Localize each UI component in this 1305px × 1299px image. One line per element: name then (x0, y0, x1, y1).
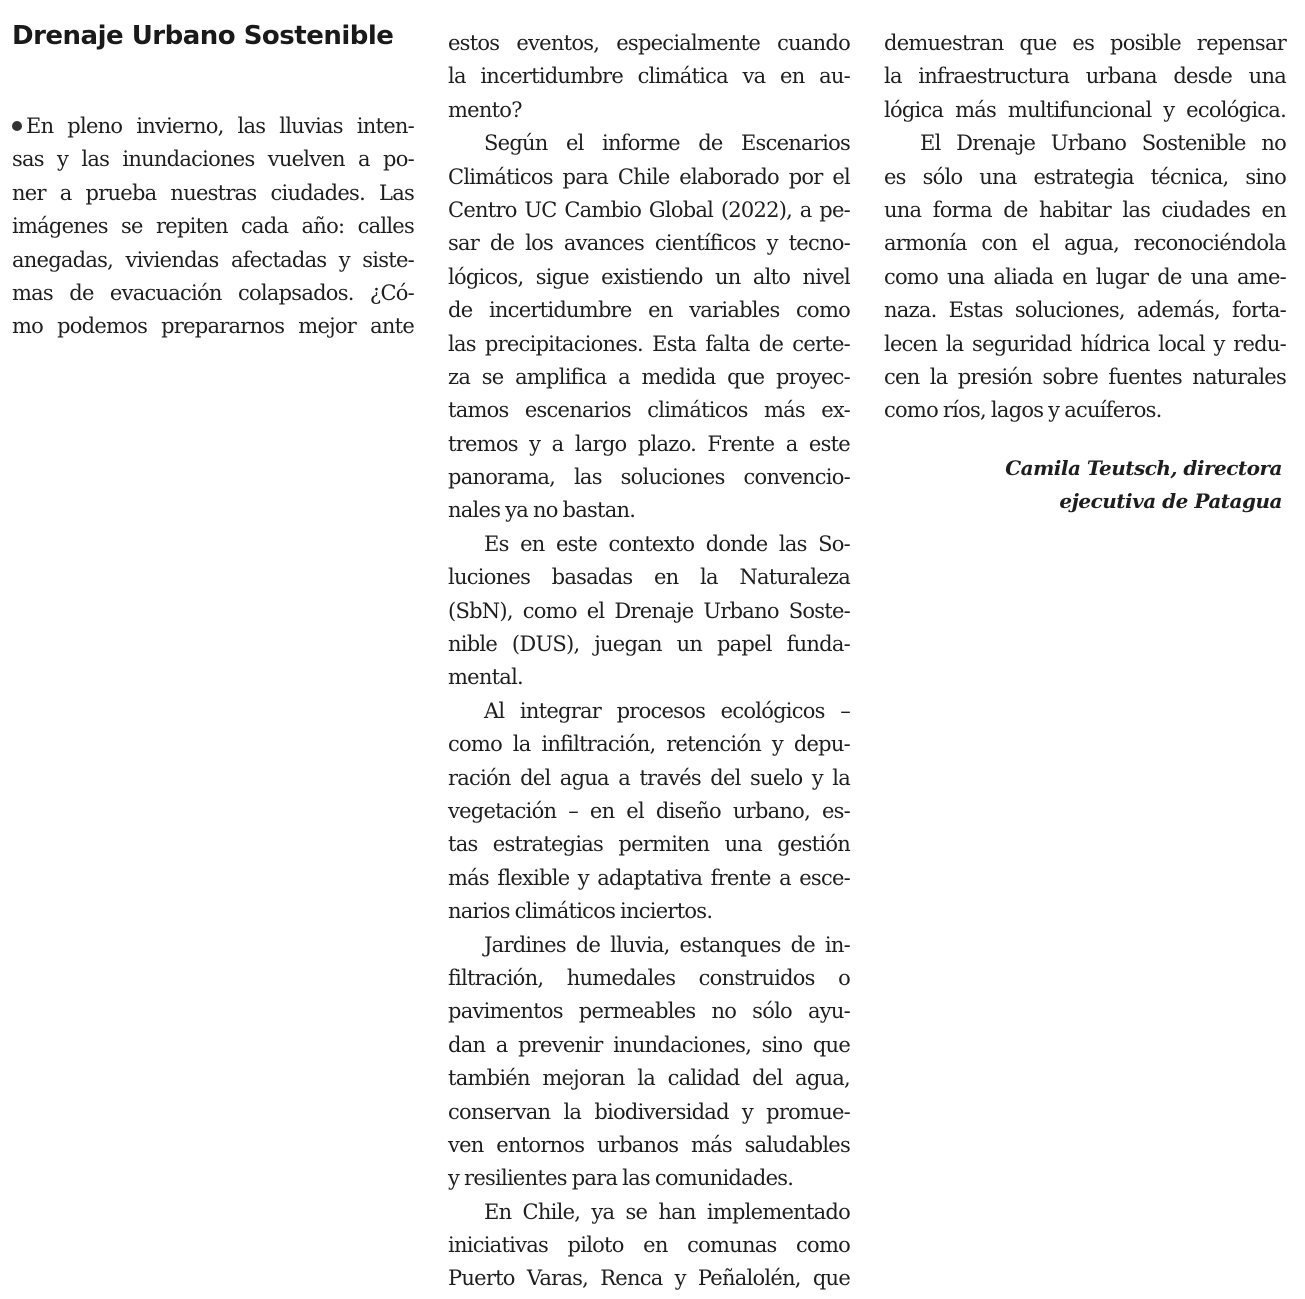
text-line: imágenes se repiten cada año: calles (12, 214, 414, 239)
text-line: la infraestructura urbana desde una (884, 64, 1286, 89)
author-role-line: ejecutiva de Patagua (1059, 489, 1282, 514)
text-line: armonía con el agua, reconociéndola (884, 231, 1286, 256)
bullet-icon (12, 121, 22, 131)
text-line: es sólo una estrategia técnica, sino (884, 164, 1286, 189)
text-line: cen la presión sobre fuentes naturales (884, 364, 1286, 389)
text-line: también mejoran la calidad del agua, (448, 1066, 850, 1091)
article-column-1 (12, 0, 414, 344)
text-line: como una aliada en lugar de una ame- (884, 264, 1286, 289)
text-line: estos eventos, especialmente cuando (448, 31, 850, 55)
text-line: tremos y a largo plazo. Frente a este (448, 431, 850, 456)
text-line: naza. Estas soluciones, además, forta- (884, 298, 1286, 323)
text-line: Según el informe de Escenarios (484, 131, 850, 156)
text-line: una forma de habitar las ciudades en (884, 197, 1286, 222)
text-line: conservan la biodiversidad y promue- (448, 1099, 850, 1124)
text-line: como ríos, lagos y acuíferos. (884, 398, 1162, 423)
text-line: tamos escenarios climáticos más ex- (448, 398, 850, 423)
text-line: pavimentos permeables no sólo ayu- (448, 999, 850, 1024)
author-signature (884, 452, 1286, 519)
text-line: y resilientes para las comunidades. (448, 1166, 794, 1191)
text-line: tas estrategias permiten una gestión (448, 832, 850, 857)
text-line: iniciativas piloto en comunas como (448, 1233, 850, 1258)
article-headline: Drenaje Urbano Sostenible (12, 21, 394, 51)
text-line: El Drenaje Urbano Sostenible no (920, 131, 1286, 156)
article-column-3 (884, 0, 1286, 519)
author-name-line: Camila Teutsch, directora (1005, 455, 1282, 480)
text-line: filtración, humedales construidos o (448, 965, 850, 990)
text-line: Puerto Varas, Renca y Peñalolén, que (448, 1266, 850, 1291)
text-line: sas y las inundaciones vuelven a po- (12, 147, 414, 172)
text-line: dan a prevenir inundaciones, sino que (448, 1032, 850, 1057)
text-line: nales ya no bastan. (448, 498, 636, 523)
text-line: mo podemos prepararnos mejor ante (12, 314, 414, 339)
text-line: En pleno invierno, las lluvias inten- (12, 110, 414, 143)
text-line: ner a prueba nuestras ciudades. Las (12, 180, 414, 205)
text-line: (SbN), como el Drenaje Urbano Soste- (448, 598, 850, 623)
paragraph-lead (12, 110, 414, 344)
text-line: anegadas, viviendas afectadas y siste- (12, 247, 414, 272)
text-line: mas de evacuación colapsados. ¿Có- (12, 280, 414, 305)
text-line: lógica más multifuncional y ecológica. (884, 97, 1286, 122)
text-line: más flexible y adaptativa frente a esce- (448, 865, 850, 890)
paragraph-continued (448, 27, 850, 1296)
text-line: la incertidumbre climática va en au- (448, 64, 850, 89)
text-line: vegetación – en el diseño urbano, es- (448, 798, 850, 823)
text-line: Al integrar procesos ecológicos – (484, 698, 850, 723)
text-line: sar de los avances científicos y tecno- (448, 231, 850, 256)
text-line: Centro UC Cambio Global (2022), a pe- (448, 197, 850, 222)
article-column-2 (448, 0, 850, 1296)
text-line: lecen la seguridad hídrica local y redu- (884, 331, 1286, 356)
text-line: narios climáticos inciertos. (448, 899, 713, 924)
text-line: ración del agua a través del suelo y la (448, 765, 850, 790)
text-line: panorama, las soluciones convencio- (448, 465, 850, 490)
text-line: demuestran que es posible repensar (884, 31, 1286, 55)
text-line: nible (DUS), juegan un papel funda- (448, 632, 850, 657)
text-line: mental. (448, 665, 523, 690)
text-line: las precipitaciones. Esta falta de certe- (448, 331, 850, 356)
text-line: lógicos, sigue existiendo un alto nivel (448, 264, 850, 289)
text-line: luciones basadas en la Naturaleza (448, 565, 850, 590)
paragraph-continued (884, 27, 1286, 428)
text-line: Jardines de lluvia, estanques de in- (484, 932, 850, 957)
text-line: ven entornos urbanos más saludables (448, 1132, 850, 1157)
text-line: de incertidumbre en variables como (448, 298, 850, 323)
text-line: Climáticos para Chile elaborado por el (448, 164, 850, 189)
text-line: Es en este contexto donde las So- (484, 531, 850, 556)
text-line: En Chile, ya se han implementado (484, 1199, 850, 1224)
text-line: como la infiltración, retención y depu- (448, 732, 850, 757)
text-line: za se amplifica a medida que proyec- (448, 364, 850, 389)
text-line: mento? (448, 97, 522, 122)
